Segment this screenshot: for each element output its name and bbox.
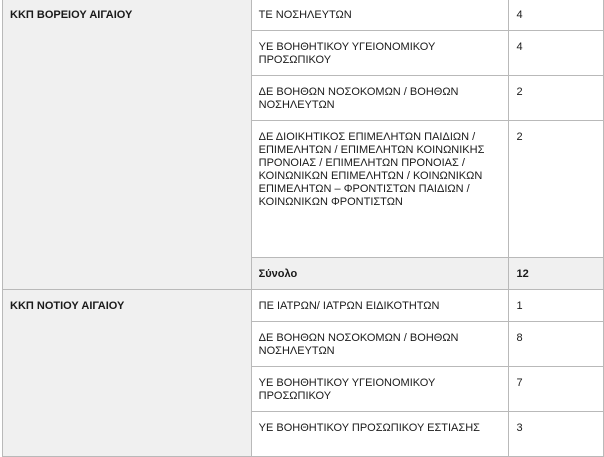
count-cell: 4 (509, 0, 604, 31)
count-cell: 2 (509, 121, 604, 258)
total-value: 12 (509, 258, 604, 290)
position-cell: ΔΕ ΔΙΟΙΚΗΤΙΚΟΣ ΕΠΙΜΕΛΗΤΩΝ ΠΑΙΔΙΩΝ / ΕΠΙΜΕΛΗΤΩΝ / ΕΠΙΜΕΛΗΤΩΝ ΚΟΙΝΩΝΙΚΗΣ ΠΡΟΝΟΙΑΣ / ΕΠΙΜΕΛΗΤΩΝ ΠΡΟΝΟΙΑΣ / ΚΟΙΝΩΝΙΚΩΝ ΕΠΙΜΕΛΗΤΩΝ / ΚΟΙΝΩΝΙΚΩΝ ΕΠΙΜΕΛΗΤΩΝ – ΦΡΟΝΤΙΣΤΩΝ ΠΑΙΔΙΩΝ / ΚΟΙΝΩΝΙΚΩΝ ΦΡΟΝΤΙΣΤΩΝ (251, 121, 509, 258)
region-cell: ΚΚΠ ΝΟΤΙΟΥ ΑΙΓΑΙΟΥ (3, 290, 252, 457)
position-cell: ΔΕ ΒΟΗΘΩΝ ΝΟΣΟΚΟΜΩΝ / ΒΟΗΘΩΝ ΝΟΣΗΛΕΥΤΩΝ (251, 76, 509, 121)
position-cell: ΔΕ ΒΟΗΘΩΝ ΝΟΣΟΚΟΜΩΝ / ΒΟΗΘΩΝ ΝΟΣΗΛΕΥΤΩΝ (251, 322, 509, 367)
region-cell: ΚΚΠ ΒΟΡΕΙΟΥ ΑΙΓΑΙΟΥ (3, 0, 252, 290)
total-label: Σύνολο (251, 258, 509, 290)
count-cell: 3 (509, 412, 604, 457)
count-cell: 2 (509, 76, 604, 121)
position-cell: ΥΕ ΒΟΗΘΗΤΙΚΟΥ ΠΡΟΣΩΠΙΚΟΥ ΕΣΤΙΑΣΗΣ (251, 412, 509, 457)
position-cell: ΥΕ ΒΟΗΘΗΤΙΚΟΥ ΥΓΕΙΟΝΟΜΙΚΟΥ ΠΡΟΣΩΠΙΚΟΥ (251, 31, 509, 76)
count-cell: 8 (509, 322, 604, 367)
count-cell: 1 (509, 290, 604, 322)
table-row (3, 290, 604, 322)
position-cell: ΠΕ ΙΑΤΡΩΝ/ ΙΑΤΡΩΝ ΕΙΔΙΚΟΤΗΤΩΝ (251, 290, 509, 322)
position-cell: ΥΕ ΒΟΗΘΗΤΙΚΟΥ ΥΓΕΙΟΝΟΜΙΚΟΥ ΠΡΟΣΩΠΙΚΟΥ (251, 367, 509, 412)
table-row (3, 0, 604, 31)
staffing-table (2, 0, 604, 457)
count-cell: 7 (509, 367, 604, 412)
position-cell: ΤΕ ΝΟΣΗΛΕΥΤΩΝ (251, 0, 509, 31)
count-cell: 4 (509, 31, 604, 76)
